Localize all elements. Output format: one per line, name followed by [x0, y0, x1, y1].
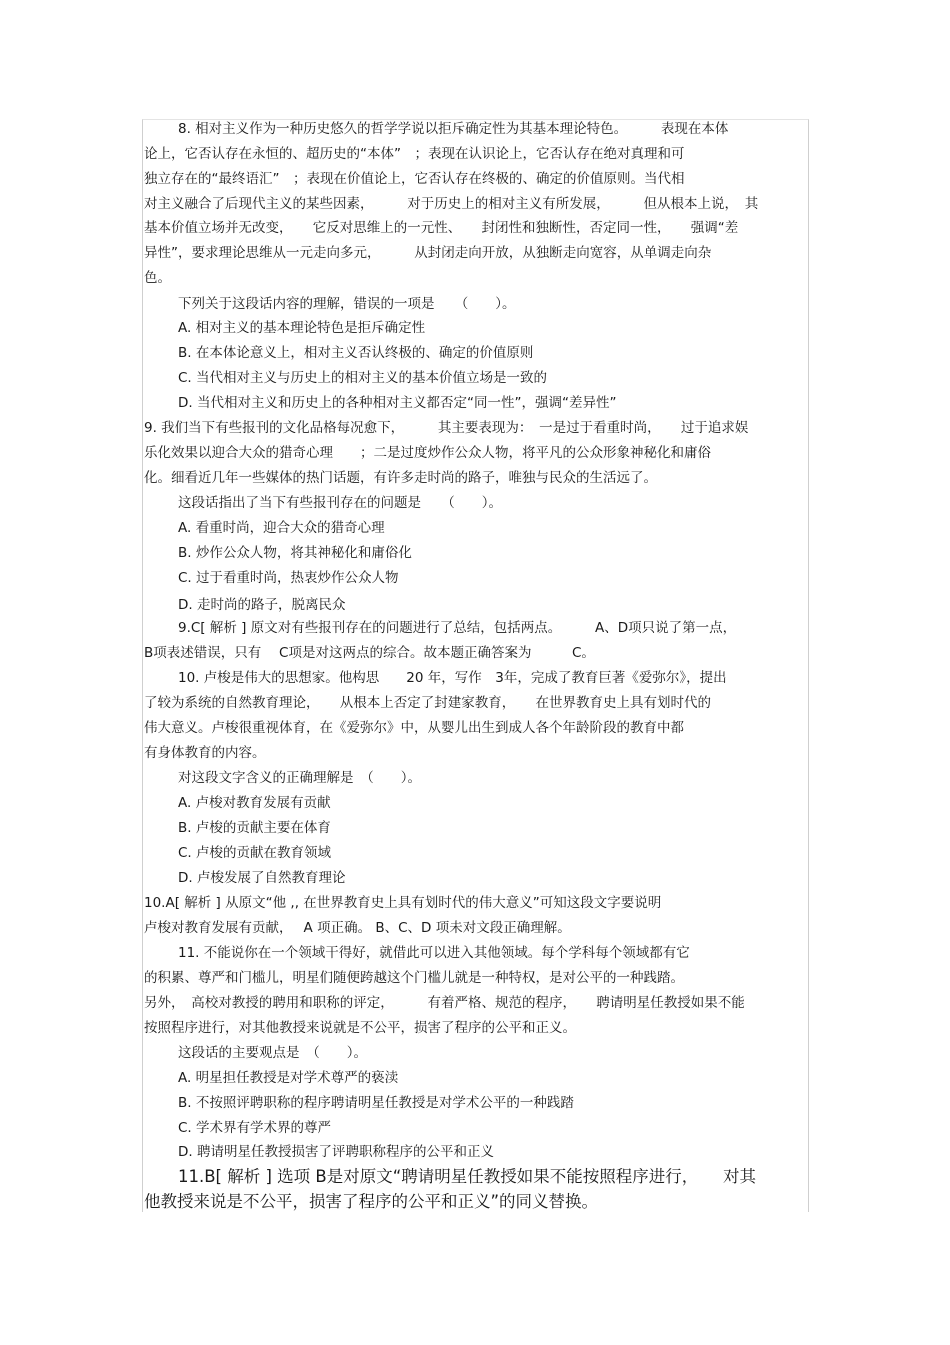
q8-stem-line: 论上，它否认存在永恒的、超历史的“本体” ；表现在认识论上，它否认存在绝对真理和可	[144, 146, 685, 162]
q9-analysis-line: 9.C[ 解析 ] 原文对有些报刊存在的问题进行了总结，包括两点。 A、D项只说了第一点，	[178, 620, 737, 636]
q8-option-c: C. 当代相对主义与历史上的相对主义的基本价值立场是一致的	[178, 370, 548, 386]
q9-question: 这段话指出了当下有些报刊存在的问题是 （ ）。	[178, 495, 502, 511]
q9-option-b: B. 炒作公众人物，将其神秘化和庸俗化	[178, 545, 412, 561]
q10-analysis-line: 10.A[ 解析 ] 从原文“他 ,, 在世界教育史上具有划时代的伟大意义”可知这段文字要说明	[144, 895, 662, 911]
q11-stem-line: 的积累、尊严和门槛儿，明星们随便跨越这个门槛儿就是一种特权，是对公平的一种践踏。	[144, 970, 684, 986]
q9-option-c: C. 过于看重时尚，热衷炒作公众人物	[178, 570, 399, 586]
q8-stem-line: 8. 相对主义作为一种历史悠久的哲学学说以拒斥确定性为其基本理论特色。 表现在本体	[178, 121, 729, 137]
q10-analysis-line: 卢梭对教育发展有贡献， A 项正确。 B、C、D 项未对文段正确理解。	[144, 920, 571, 936]
q8-stem-line: 异性”，要求理论思维从一元走向多元， 从封闭走向开放，从独断走向宽容，从单调走向杂	[144, 245, 712, 261]
q11-question: 这段话的主要观点是 （ ）。	[178, 1045, 367, 1061]
q10-stem-line: 伟大意义。卢梭很重视体育，在《爱弥尔》中，从婴儿出生到成人各个年龄阶段的教育中都	[144, 720, 684, 736]
q11-option-d: D. 聘请明星任教授损害了评聘职称程序的公平和正义	[178, 1144, 494, 1160]
q10-stem-line: 10. 卢梭是伟大的思想家。他构思 20 年，写作 3年，完成了教育巨著《爱弥尔》，提出	[178, 670, 727, 686]
q11-option-b: B. 不按照评聘职称的程序聘请明星任教授是对学术公平的一种践踏	[178, 1095, 574, 1111]
q9-analysis-line: B项表述错误，只有 C项是对这两点的综合。故本题正确答案为 C。	[144, 645, 595, 661]
q11-stem-line: 按照程序进行，对其他教授来说就是不公平，损害了程序的公平和正义。	[144, 1020, 576, 1036]
q8-option-b: B. 在本体论意义上，相对主义否认终极的、确定的价值原则	[178, 345, 534, 361]
q8-stem-line: 独立存在的“最终语汇” ；表现在价值论上，它否认存在终极的、确定的价值原则。当代相	[144, 171, 685, 187]
q9-stem-line: 9. 我们当下有些报刊的文化品格每况愈下， 其主要表现为： 一是过于看重时尚， 过于追求娱	[144, 420, 749, 436]
q11-stem-line: 11. 不能说你在一个领域干得好，就借此可以进入其他领域。每个学科每个领域都有它	[178, 945, 690, 961]
q8-stem-line: 对主义融合了后现代主义的某些因素， 对于历史上的相对主义有所发展， 但从根本上说， 其	[144, 196, 759, 212]
q11-analysis-line: 他教授来说是不公平，损害了程序的公平和正义”的同义替换。	[144, 1192, 599, 1211]
q8-question: 下列关于这段话内容的理解，错误的一项是 （ ）。	[178, 296, 516, 312]
q11-analysis-line: 11.B[ 解析 ] 选项 B是对原文“聘请明星任教授如果不能按照程序进行， 对其	[178, 1167, 757, 1186]
q10-stem-line: 了较为系统的自然教育理论， 从根本上否定了封建家教育， 在世界教育史上具有划时代的	[144, 695, 711, 711]
q10-stem-line: 有身体教育的内容。	[144, 745, 266, 761]
q11-option-c: C. 学术界有学术界的尊严	[178, 1120, 332, 1136]
q11-option-a: A. 明星担任教授是对学术尊严的亵渎	[178, 1070, 399, 1086]
q9-stem-line: 化。细看近几年一些媒体的热门话题，有许多走时尚的路子，唯独与民众的生活远了。	[144, 470, 657, 486]
q10-option-a: A. 卢梭对教育发展有贡献	[178, 795, 331, 811]
q8-option-d: D. 当代相对主义和历史上的各种相对主义都否定“同一性”，强调“差异性”	[178, 395, 617, 411]
q10-question: 对这段文字含义的正确理解是 （ ）。	[178, 770, 421, 786]
q9-option-d: D. 走时尚的路子，脱离民众	[178, 597, 346, 613]
q8-stem-line: 基本价值立场并无改变， 它反对思维上的一元性、 封闭性和独断性，否定同一性， 强调“差	[144, 220, 739, 236]
q9-option-a: A. 看重时尚，迎合大众的猎奇心理	[178, 520, 385, 536]
q10-option-b: B. 卢梭的贡献主要在体育	[178, 820, 331, 836]
q8-stem-line: 色。	[144, 270, 171, 286]
q10-option-c: C. 卢梭的贡献在教育领域	[178, 845, 332, 861]
q11-stem-line: 另外， 高校对教授的聘用和职称的评定， 有着严格、规范的程序， 聘请明星任教授如果不能	[144, 995, 745, 1011]
q8-option-a: A. 相对主义的基本理论特色是拒斥确定性	[178, 320, 426, 336]
q10-option-d: D. 卢梭发展了自然教育理论	[178, 870, 346, 886]
q9-stem-line: 乐化效果以迎合大众的猎奇心理 ；二是过度炒作公众人物，将平凡的公众形象神秘化和庸俗	[144, 445, 711, 461]
